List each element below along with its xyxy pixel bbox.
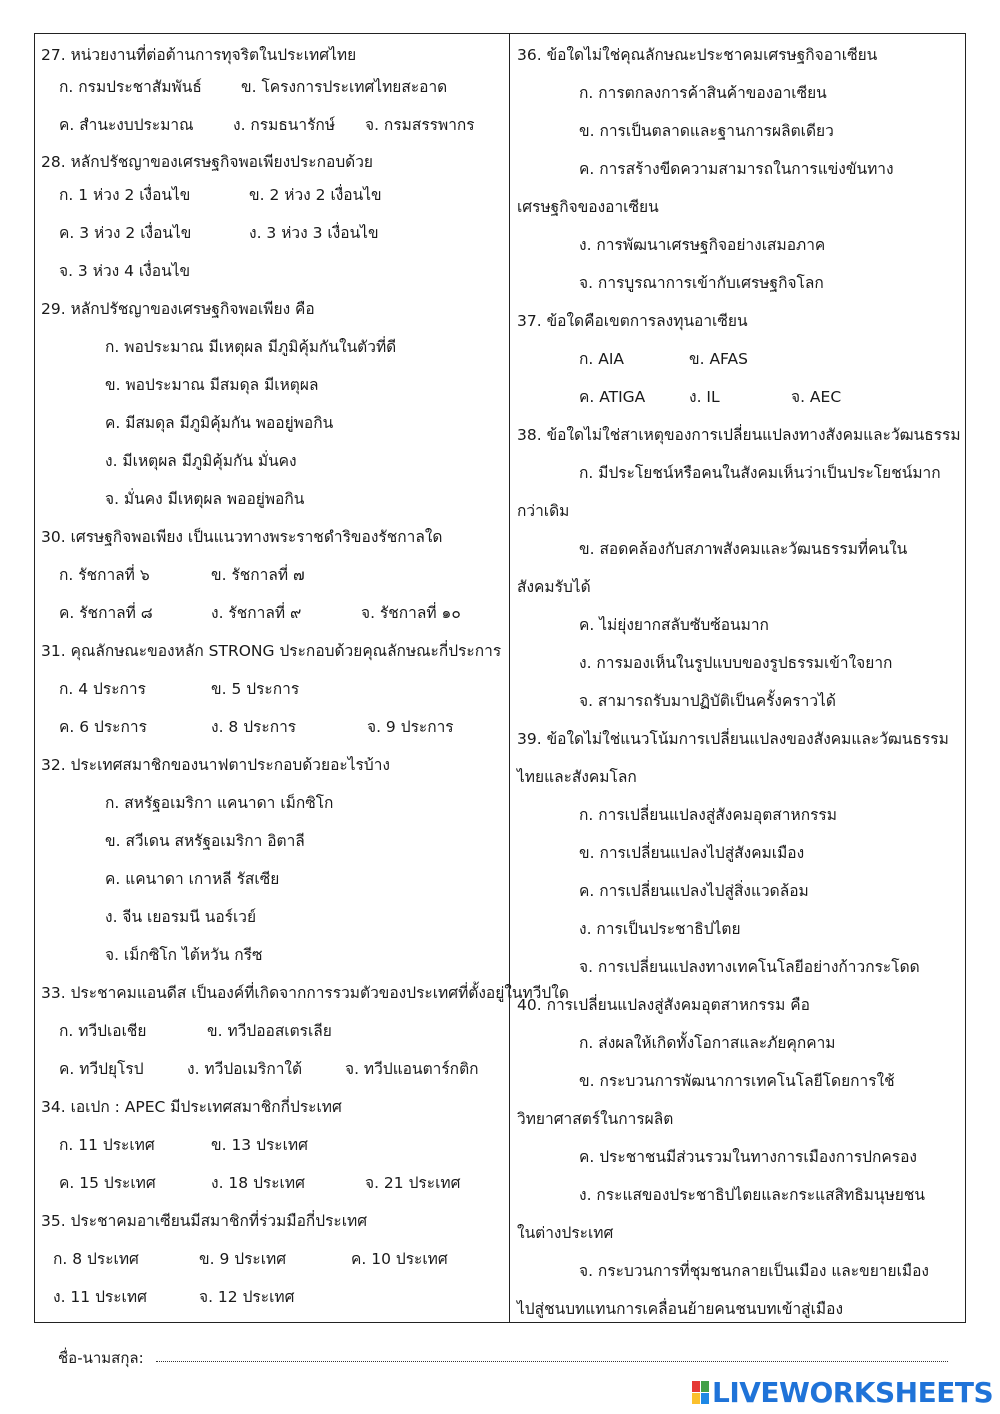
answer-option[interactable]: ง. จีน เยอรมนี นอร์เวย์ <box>105 908 257 926</box>
answer-option[interactable]: ค. 15 ประเทศ <box>59 1174 156 1192</box>
options-row <box>511 1138 965 1176</box>
answer-option[interactable]: ค. ทวีปยุโรป <box>59 1060 144 1078</box>
answer-option[interactable]: ก. 8 ประเทศ <box>53 1250 139 1268</box>
options-row <box>35 1050 509 1088</box>
answer-option[interactable]: ก. ทวีปเอเชีย <box>59 1022 147 1040</box>
answer-option[interactable]: ข. รัชกาลที่ ๗ <box>211 566 305 584</box>
answer-option[interactable]: จ. รัชกาลที่ ๑๐ <box>361 604 461 622</box>
options-row <box>511 226 965 264</box>
options-row <box>511 150 965 188</box>
question-text <box>511 36 965 74</box>
answer-option[interactable]: ก. สหรัฐอเมริกา แคนาดา เม็กซิโก <box>105 794 334 812</box>
options-row <box>511 796 965 834</box>
options-row <box>511 910 965 948</box>
options-row <box>511 188 965 226</box>
answer-option[interactable]: วิทยาศาสตร์ในการผลิต <box>517 1110 674 1128</box>
answer-option[interactable]: จ. 3 ห่วง 4 เงื่อนไข <box>59 262 191 280</box>
answer-option[interactable]: ก. AIA <box>579 350 625 368</box>
options-row <box>511 568 965 606</box>
options-row <box>35 176 509 214</box>
options-row <box>35 1240 509 1278</box>
options-row <box>35 556 509 594</box>
options-row <box>35 670 509 708</box>
answer-option[interactable]: จ. AEC <box>791 388 842 406</box>
options-row <box>35 404 509 442</box>
question-label: 31. คุณลักษณะของหลัก STRONG ประกอบด้วยคุณลักษณะกี่ประการ <box>41 642 502 660</box>
answer-option[interactable]: ข. AFAS <box>689 350 748 368</box>
question-label: 33. ประชาคมแอนดีส เป็นองค์ที่เกิดจากการรวมตัวของประเทศที่ตั้งอยู่ในทวีปใด <box>41 984 569 1002</box>
answer-option[interactable]: ข. การเป็นตลาดและฐานการผลิตเดียว <box>579 122 834 140</box>
answer-option[interactable]: ง. 18 ประเทศ <box>211 1174 305 1192</box>
answer-option[interactable]: เศรษฐกิจของอาเซียน <box>517 198 659 216</box>
liveworksheets-logo-icon <box>692 1381 710 1405</box>
answer-option[interactable]: ง. กรมธนารักษ์ <box>233 116 336 134</box>
name-input-line[interactable] <box>156 1361 948 1362</box>
answer-option[interactable]: จ. กรมสรรพากร <box>365 116 475 134</box>
options-row <box>511 1100 965 1138</box>
answer-option[interactable]: ง. 11 ประเทศ <box>53 1288 147 1306</box>
options-row <box>511 74 965 112</box>
answer-option[interactable]: ค. สำนะงบประมาณ <box>59 116 194 134</box>
question-text <box>511 720 965 758</box>
answer-option[interactable]: ง. มีเหตุผล มีภูมิคุ้มกัน มั่นคง <box>105 452 297 470</box>
options-row <box>35 822 509 860</box>
question-text <box>511 416 965 454</box>
options-row <box>511 644 965 682</box>
question-label: 29. หลักปรัชญาของเศรษฐกิจพอเพียง คือ <box>41 300 315 318</box>
options-row <box>35 1278 509 1316</box>
answer-option[interactable]: ข. สวีเดน สหรัฐอเมริกา อิตาลี <box>105 832 305 850</box>
question-text <box>35 746 509 784</box>
answer-option[interactable]: ง. 8 ประการ <box>211 718 297 736</box>
question-label: 40. การเปลี่ยนแปลงสู่สังคมอุตสาหกรรม คือ <box>517 996 810 1014</box>
options-row <box>35 784 509 822</box>
question-label: 35. ประชาคมอาเซียนมีสมาชิกที่ร่วมมือกี่ประเทศ <box>41 1212 368 1230</box>
answer-option[interactable]: ก. 1 ห่วง 2 เงื่อนไข <box>59 186 191 204</box>
answer-option[interactable]: ง. รัชกาลที่ ๙ <box>211 604 302 622</box>
answer-option[interactable]: ค. ไม่ยุ่งยากสลับซับซ้อนมาก <box>579 616 769 634</box>
answer-option[interactable]: ข. กระบวนการพัฒนาการเทคโนโลยีโดยการใช้ <box>579 1072 895 1090</box>
answer-option[interactable]: ค. ATIGA <box>579 388 646 406</box>
answer-option[interactable]: ก. กรมประชาสัมพันธ์ <box>59 78 202 96</box>
answer-option[interactable]: ค. รัชกาลที่ ๘ <box>59 604 153 622</box>
answer-option[interactable]: ง. 3 ห่วง 3 เงื่อนไข <box>249 224 379 242</box>
answer-option[interactable]: ค. การสร้างขีดความสามารถในการแข่งขันทาง <box>579 160 894 178</box>
answer-option[interactable]: ค. 10 ประเทศ <box>351 1250 448 1268</box>
answer-option[interactable]: จ. มั่นคง มีเหตุผล พออยู่พอกิน <box>105 490 305 508</box>
question-text <box>35 1088 509 1126</box>
answer-option[interactable]: ก. มีประโยชน์หรือคนในสังคมเห็นว่าเป็นประโยชน์มาก <box>579 464 941 482</box>
column-divider <box>509 34 510 1322</box>
options-row <box>511 492 965 530</box>
question-text <box>511 986 965 1024</box>
question-text <box>35 632 509 670</box>
question-text <box>35 974 569 1012</box>
options-row <box>511 1024 965 1062</box>
answer-option[interactable]: ง. การเป็นประชาธิปไตย <box>579 920 741 938</box>
options-row <box>35 1012 509 1050</box>
options-row <box>511 112 965 150</box>
options-row <box>511 682 965 720</box>
answer-option[interactable]: ข. พอประมาณ มีสมดุล มีเหตุผล <box>105 376 319 394</box>
answer-option[interactable]: ไทยและสังคมโลก <box>517 768 637 786</box>
options-row <box>511 758 965 796</box>
options-row <box>35 1164 509 1202</box>
answer-option[interactable]: ค. 3 ห่วง 2 เงื่อนไข <box>59 224 192 242</box>
options-row <box>511 378 965 416</box>
liveworksheets-brand: LIVEWORKSHEETS <box>712 1376 994 1409</box>
options-row <box>35 898 509 936</box>
question-label: 27. หน่วยงานที่ต่อต้านการทุจริตในประเทศไทย <box>41 46 357 64</box>
question-label: 37. ข้อใดคือเขตการลงทุนอาเซียน <box>517 312 748 330</box>
answer-option[interactable]: ค. มีสมดุล มีภูมิคุ้มกัน พออยู่พอกิน <box>105 414 334 432</box>
answer-option[interactable]: ข. 13 ประเทศ <box>211 1136 308 1154</box>
answer-option[interactable]: จ. เม็กซิโก ไต้หวัน กรีซ <box>105 946 263 964</box>
answer-option[interactable]: จ. สามารถรับมาปฏิบัติเป็นครั้งคราวได้ <box>579 692 836 710</box>
answer-option[interactable]: ง. ทวีปอเมริกาใต้ <box>187 1060 303 1078</box>
answer-option[interactable]: ค. ประชาชนมีส่วนรวมในทางการเมืองการปกครอง <box>579 1148 917 1166</box>
options-row <box>35 936 509 974</box>
options-row <box>35 328 509 366</box>
answer-option[interactable]: กว่าเดิม <box>517 502 570 520</box>
options-row <box>35 106 509 144</box>
options-row <box>35 480 509 518</box>
student-name-row <box>58 1346 948 1370</box>
answer-option[interactable]: ข. โครงการประเทศไทยสะอาด <box>241 78 448 96</box>
options-row <box>511 606 965 644</box>
answer-option[interactable]: ง. การพัฒนาเศรษฐกิจอย่างเสมอภาค <box>579 236 826 254</box>
answer-option[interactable]: ข. 5 ประการ <box>211 680 300 698</box>
answer-option[interactable]: จ. การบูรณาการเข้ากับเศรษฐกิจโลก <box>579 274 824 292</box>
answer-option[interactable]: ก. การเปลี่ยนแปลงสู่สังคมอุตสาหกรรม <box>579 806 837 824</box>
question-text <box>35 1202 509 1240</box>
question-text <box>35 290 509 328</box>
answer-option[interactable]: ข. การเปลี่ยนแปลงไปสู่สังคมเมือง <box>579 844 805 862</box>
options-row <box>511 264 965 302</box>
question-label: 28. หลักปรัชญาของเศรษฐกิจพอเพียงประกอบด้วย <box>41 153 374 171</box>
options-row <box>511 834 965 872</box>
question-label: 39. ข้อใดไม่ใช่แนวโน้มการเปลี่ยนแปลงของสังคมและวัฒนธรรม <box>517 730 949 748</box>
options-row <box>511 1176 965 1214</box>
answer-option[interactable]: ค. 6 ประการ <box>59 718 147 736</box>
answer-option[interactable]: จ. 12 ประเทศ <box>199 1288 295 1306</box>
answer-option[interactable]: ข. 9 ประเทศ <box>199 1250 287 1268</box>
answer-option[interactable]: ก. การตกลงการค้าสินค้าของอาเซียน <box>579 84 827 102</box>
options-row <box>511 1214 965 1252</box>
answer-option[interactable]: ในต่างประเทศ <box>517 1224 614 1242</box>
options-row <box>511 1290 965 1328</box>
options-row <box>35 252 509 290</box>
liveworksheets-logo <box>692 1375 992 1411</box>
question-label: 30. เศรษฐกิจพอเพียง เป็นแนวทางพระราชดำริของรัชกาลใด <box>41 528 443 546</box>
answer-option[interactable]: ข. ทวีปออสเตรเลีย <box>207 1022 332 1040</box>
answer-option[interactable]: ค. แคนาดา เกาหลี รัสเซีย <box>105 870 280 888</box>
answer-option[interactable]: จ. การเปลี่ยนแปลงทางเทคโนโลยีอย่างก้าวกระโดด <box>579 958 920 976</box>
answer-option[interactable]: ง. การมองเห็นในรูปแบบของรูปธรรมเข้าใจยาก <box>579 654 893 672</box>
worksheet-frame <box>34 33 966 1323</box>
answer-option[interactable]: ก. พอประมาณ มีเหตุผล มีภูมิคุ้มกันในตัวที่ดี <box>105 338 397 356</box>
answer-option[interactable]: ก. 11 ประเทศ <box>59 1136 155 1154</box>
answer-option[interactable]: จ. 21 ประเทศ <box>365 1174 461 1192</box>
answer-option[interactable]: จ. 9 ประการ <box>367 718 454 736</box>
answer-option[interactable]: ก. ส่งผลให้เกิดทั้งโอกาสและภัยคุกคาม <box>579 1034 836 1052</box>
options-row <box>35 708 509 746</box>
question-text <box>35 518 509 556</box>
options-row <box>35 442 509 480</box>
options-row <box>35 860 509 898</box>
answer-option[interactable]: ก. 4 ประการ <box>59 680 146 698</box>
question-label: 38. ข้อใดไม่ใช่สาเหตุของการเปลี่ยนแปลงทางสังคมและวัฒนธรรม <box>517 426 961 444</box>
options-row <box>35 366 509 404</box>
options-row <box>35 214 509 252</box>
options-row <box>511 454 965 492</box>
question-label: 34. เอเปก : APEC มีประเทศสมาชิกกี่ประเทศ <box>41 1098 342 1116</box>
question-text <box>511 302 965 340</box>
options-row <box>511 1062 965 1100</box>
options-row <box>35 68 509 106</box>
options-row <box>511 1252 965 1290</box>
name-label: ชื่อ-นามสกุล: <box>58 1349 144 1367</box>
options-row <box>511 340 965 378</box>
question-label: 32. ประเทศสมาชิกของนาฟตาประกอบด้วยอะไรบ้าง <box>41 756 390 774</box>
answer-option[interactable]: ง. IL <box>689 388 720 406</box>
answer-option[interactable]: สังคมรับได้ <box>517 578 591 596</box>
answer-option[interactable]: ง. กระแสของประชาธิปไตยและกระแสสิทธิมนุษยชน <box>579 1186 926 1204</box>
answer-option[interactable]: จ. กระบวนการที่ชุมชนกลายเป็นเมือง และขยายเมือง <box>579 1262 929 1280</box>
options-row <box>511 948 965 986</box>
answer-option[interactable]: ไปสู่ชนบทแทนการเคลื่อนย้ายคนชนบทเข้าสู่เมือง <box>517 1300 844 1318</box>
question-label: 36. ข้อใดไม่ใช่คุณลักษณะประชาคมเศรษฐกิจอาเซียน <box>517 46 878 64</box>
answer-option[interactable]: ก. รัชกาลที่ ๖ <box>59 566 150 584</box>
answer-option[interactable]: ข. สอดคล้องกับสภาพสังคมและวัฒนธรรมที่คนใน <box>579 540 908 558</box>
options-row <box>35 1126 509 1164</box>
options-row <box>511 530 965 568</box>
answer-option[interactable]: ข. 2 ห่วง 2 เงื่อนไข <box>249 186 382 204</box>
options-row <box>511 872 965 910</box>
answer-option[interactable]: ค. การเปลี่ยนแปลงไปสู่สิ่งแวดล้อม <box>579 882 809 900</box>
options-row <box>35 594 509 632</box>
answer-option[interactable]: จ. ทวีปแอนตาร์กติก <box>345 1060 479 1078</box>
